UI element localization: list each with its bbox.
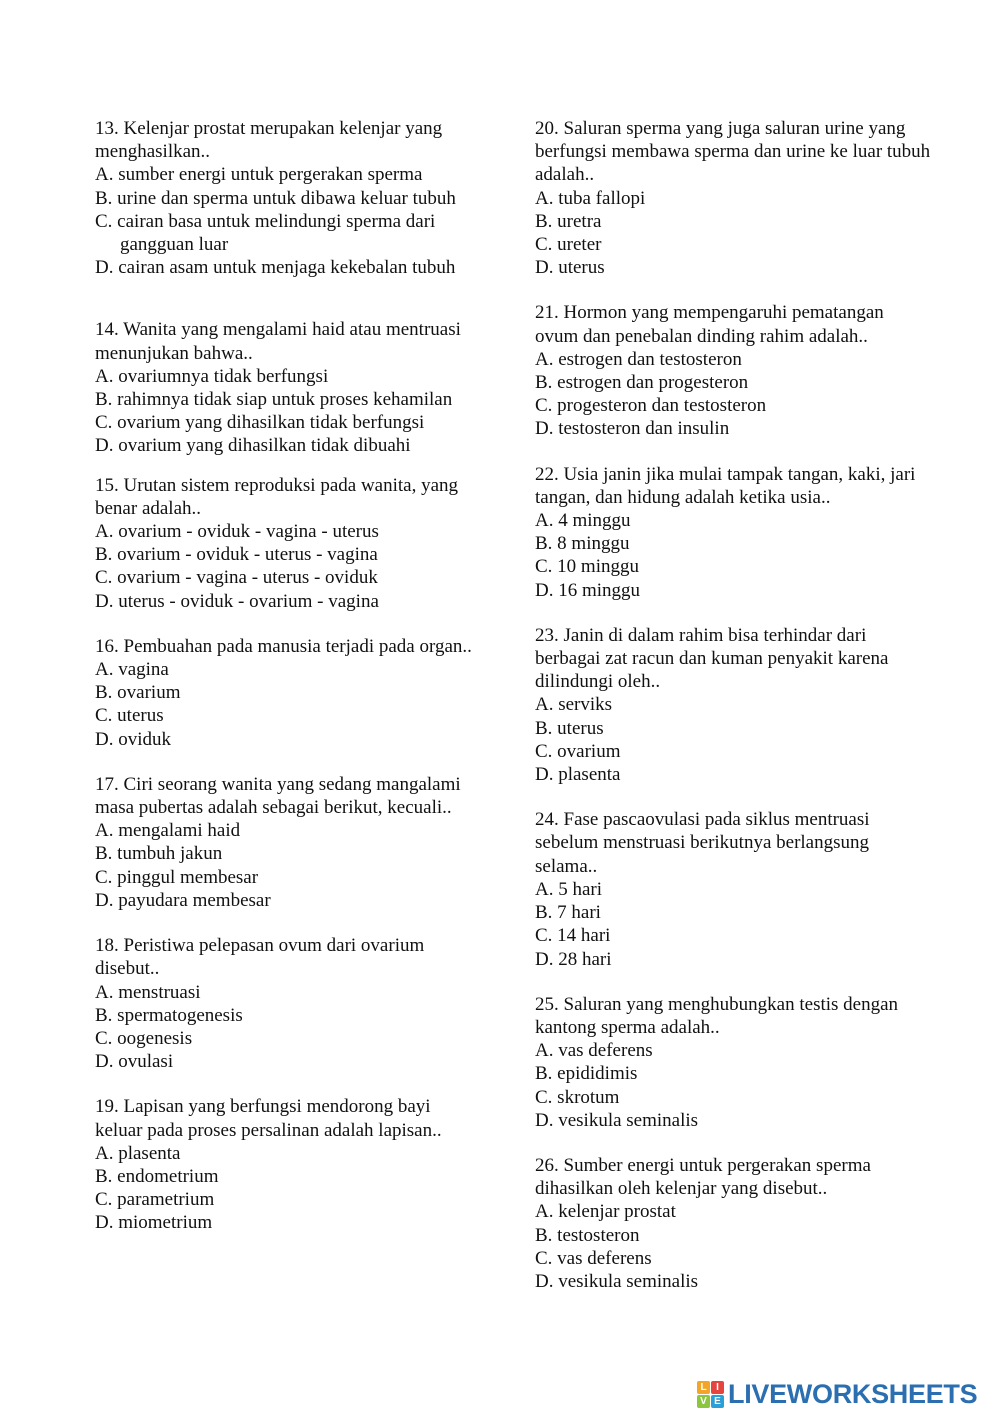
option-c: C. 10 minggu	[535, 556, 639, 578]
question-19	[95, 1095, 515, 1234]
option-a: A. menstruasi	[95, 981, 201, 1003]
option-a: A. vagina	[95, 659, 169, 681]
option-a: A. estrogen dan testosteron	[535, 348, 742, 370]
question-17	[95, 773, 515, 912]
option-a: A. 5 hari	[535, 878, 603, 900]
option-b: B. 7 hari	[535, 902, 601, 924]
question-text: 18. Peristiwa pelepasan ovum dari ovarium disebut..	[95, 935, 425, 980]
option-c: C. ureter	[535, 234, 602, 256]
option-a: A. ovarium - oviduk - vagina - uterus	[95, 521, 379, 543]
question-text: 20. Saluran sperma yang juga saluran urine yang berfungsi membawa sperma dan urine ke luar tubuh adalah..	[535, 118, 931, 186]
right-column	[535, 117, 955, 1293]
option-a: A. sumber energi untuk pergerakan sperma	[95, 164, 423, 186]
question-text: 21. Hormon yang mempengaruhi pematangan ovum dan penebalan dinding rahim adalah..	[535, 302, 884, 347]
question-text: 16. Pembuahan pada manusia terjadi pada organ..	[95, 635, 472, 657]
question-text: 14. Wanita yang mengalami haid atau mentruasi menunjukan bahwa..	[95, 319, 461, 364]
logo-mark-letter-l: L	[697, 1381, 710, 1394]
option-b: B. uterus	[535, 717, 604, 739]
option-c: C. parametrium	[95, 1189, 215, 1211]
option-b: B. tumbuh jakun	[95, 843, 223, 865]
option-c: C. progesteron dan testosteron	[535, 395, 767, 417]
liveworksheets-logo	[697, 1378, 977, 1410]
option-a: A. ovariumnya tidak berfungsi	[95, 365, 329, 387]
question-text: 15. Urutan sistem reproduksi pada wanita, yang benar adalah..	[95, 474, 459, 519]
option-c: C. ovarium - vagina - uterus - oviduk	[95, 567, 378, 589]
question-21	[535, 301, 955, 440]
question-13	[95, 117, 515, 279]
question-text: 17. Ciri seorang wanita yang sedang mangalami masa pubertas adalah sebagai berikut, kecuali..	[95, 773, 461, 819]
option-c: C. pinggul membesar	[95, 866, 259, 888]
option-a: A. vas deferens	[535, 1040, 653, 1062]
left-column	[95, 117, 515, 1235]
question-22	[535, 463, 955, 602]
option-c: C. ovarium yang dihasilkan tidak berfungsi	[95, 412, 425, 434]
liveworksheets-logo-mark	[697, 1381, 724, 1408]
option-d: D. vesikula seminalis	[535, 1109, 699, 1131]
question-25	[535, 993, 955, 1132]
option-c: C. uterus	[95, 705, 164, 727]
option-b: B. ovarium - oviduk - uterus - vagina	[95, 544, 378, 566]
option-d: D. uterus - oviduk - ovarium - vagina	[95, 590, 379, 612]
option-d: D. miometrium	[95, 1212, 213, 1234]
option-a: A. 4 minggu	[535, 510, 631, 532]
question-26	[535, 1154, 955, 1293]
question-20	[535, 117, 955, 279]
option-d: D. payudara membesar	[95, 889, 271, 911]
logo-mark-letter-e: E	[711, 1395, 724, 1408]
option-b: B. endometrium	[95, 1165, 219, 1187]
question-15	[95, 474, 515, 613]
question-text: 26. Sumber energi untuk pergerakan sperma dihasilkan oleh kelenjar yang disebut..	[535, 1154, 871, 1200]
option-d: D. 28 hari	[535, 948, 612, 970]
option-a: A. plasenta	[95, 1142, 181, 1164]
option-a: A. tuba fallopi	[535, 187, 646, 209]
option-b: B. testosteron	[535, 1224, 640, 1246]
option-c: C. ovarium	[535, 740, 621, 762]
question-text: 13. Kelenjar prostat merupakan kelenjar yang menghasilkan..	[95, 118, 443, 163]
option-a: A. kelenjar prostat	[535, 1201, 676, 1223]
question-text: 25. Saluran yang menghubungkan testis dengan kantong sperma adalah..	[535, 993, 899, 1038]
question-text: 19. Lapisan yang berfungsi mendorong bayi keluar pada proses persalinan adalah lapisan..	[95, 1096, 442, 1141]
option-a: A. serviks	[535, 694, 613, 716]
option-d: D. ovulasi	[95, 1051, 174, 1073]
option-b: B. rahimnya tidak siap untuk proses kehamilan	[95, 389, 453, 411]
question-text: 22. Usia janin jika mulai tampak tangan, kaki, jari tangan, dan hidung adalah ketika usia..	[535, 463, 916, 508]
option-a: A. mengalami haid	[95, 820, 241, 842]
option-c: C. 14 hari	[535, 925, 611, 947]
question-23	[535, 624, 955, 786]
option-b: B. estrogen dan progesteron	[535, 372, 749, 394]
option-b: B. urine dan sperma untuk dibawa keluar tubuh	[95, 187, 456, 209]
option-b: B. epididimis	[535, 1063, 638, 1085]
question-18	[95, 934, 515, 1073]
option-c: C. skrotum	[535, 1086, 620, 1108]
option-b: B. spermatogenesis	[95, 1004, 243, 1026]
question-text: 24. Fase pascaovulasi pada siklus mentruasi sebelum menstruasi berikutnya berlangsung selama..	[535, 809, 870, 877]
option-d: D. uterus	[535, 257, 605, 279]
option-b: B. 8 minggu	[535, 533, 630, 555]
question-14	[95, 318, 515, 457]
option-c: C. cairan basa untuk melindungi sperma dari gangguan luar	[95, 210, 436, 256]
option-d: D. vesikula seminalis	[535, 1270, 699, 1292]
option-d: D. cairan asam untuk menjaga kekebalan tubuh	[95, 257, 456, 279]
question-text: 23. Janin di dalam rahim bisa terhindar dari berbagai zat racun dan kuman penyakit karena dilindungi oleh..	[535, 624, 889, 693]
logo-mark-letter-i: I	[711, 1381, 724, 1394]
option-c: C. oogenesis	[95, 1027, 193, 1049]
option-d: D. ovarium yang dihasilkan tidak dibuahi	[95, 435, 411, 457]
liveworksheets-wordmark: LIVEWORKSHEETS	[728, 1378, 978, 1409]
question-24	[535, 808, 955, 970]
option-d: D. plasenta	[535, 764, 621, 786]
option-c: C. vas deferens	[535, 1247, 652, 1269]
option-b: B. ovarium	[95, 682, 181, 704]
option-b: B. uretra	[535, 210, 602, 232]
option-d: D. testosteron dan insulin	[535, 418, 730, 440]
option-d: D. oviduk	[95, 728, 171, 750]
logo-mark-letter-v: V	[697, 1395, 710, 1408]
question-16	[95, 635, 515, 751]
option-d: D. 16 minggu	[535, 579, 641, 601]
